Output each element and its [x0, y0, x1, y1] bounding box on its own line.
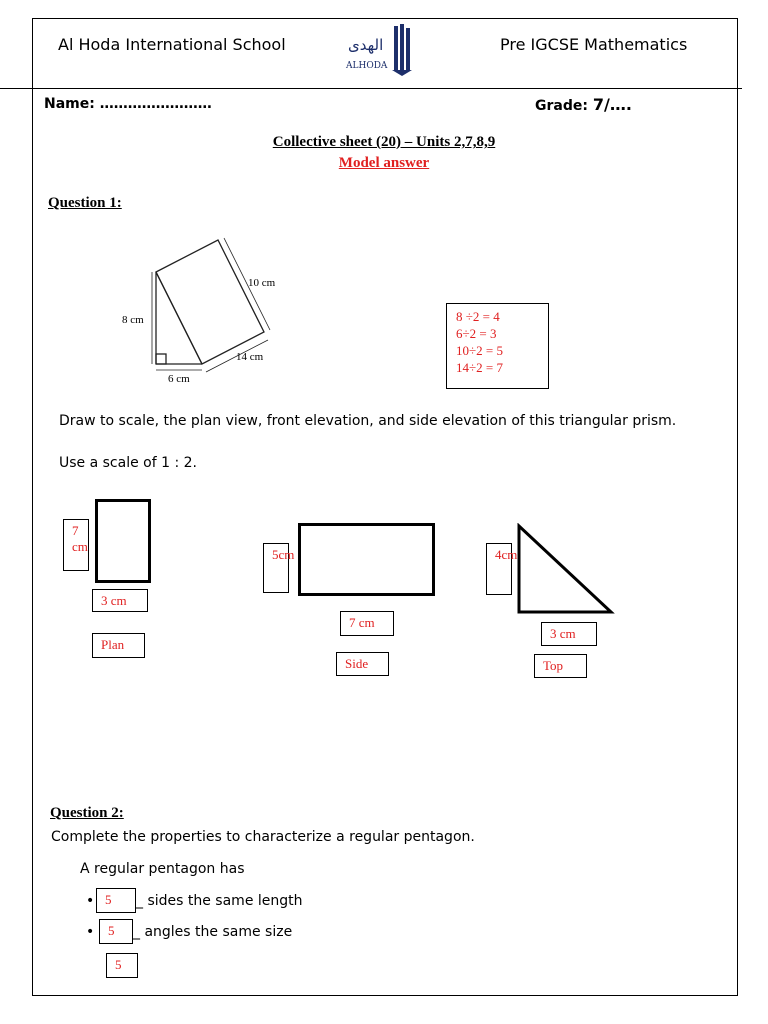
grade-value: 7/…. [592, 95, 632, 114]
plan-height-label: 7 cm [63, 519, 89, 571]
question2-intro: A regular pentagon has [80, 861, 245, 877]
sheet-title: Collective sheet (20) – Units 2,7,8,9 [272, 134, 496, 150]
header-divider [0, 88, 742, 89]
sheet-subtitle: Model answer [338, 155, 430, 171]
calc-line: 10÷2 = 5 [456, 343, 503, 358]
school-logo [342, 22, 416, 76]
top-view-label: Top [534, 654, 587, 678]
angles-text: _ angles the same size [133, 924, 293, 940]
calc-line: 6÷2 = 3 [456, 326, 497, 341]
name-field-label: Name: …………………… [44, 96, 212, 112]
grade-label: Grade: [535, 98, 593, 114]
question2-instruction: Complete the properties to characterize a regular pentagon. [51, 829, 475, 845]
bullet-marker: • [86, 924, 95, 940]
plan-view-label: Plan [92, 633, 145, 658]
side-width-label: 7 cm [340, 611, 394, 636]
logo-latin-text: ALHODA [346, 61, 388, 71]
prism-base-label: 6 cm [168, 373, 190, 385]
top-height-label: 4cm [486, 543, 512, 595]
top-width-label: 3 cm [541, 622, 597, 646]
side-height-label: 5cm [263, 543, 289, 593]
bullet-marker: • [86, 893, 95, 909]
question1-scale: Use a scale of 1 : 2. [59, 455, 197, 471]
logo-arabic-text: الهدى [348, 36, 384, 54]
calc-line: 8 ÷2 = 4 [456, 309, 500, 324]
plan-width-label: 3 cm [92, 589, 148, 612]
prism-slant-label: 10 cm [248, 277, 276, 289]
plan-view-rectangle [95, 499, 151, 583]
question2-heading: Question 2: [50, 805, 124, 821]
calc-line: 14÷2 = 7 [456, 360, 503, 375]
extra-answer-box: 5 [106, 953, 138, 978]
prism-diagram [118, 236, 318, 386]
sides-text: _ sides the same length [136, 893, 303, 909]
prism-height-label: 8 cm [122, 314, 144, 326]
prism-length-label: 14 cm [236, 351, 264, 363]
sides-answer-box: 5 [96, 888, 136, 913]
side-view-label: Side [336, 652, 389, 676]
scale-calculation-box [446, 303, 549, 389]
question1-instruction: Draw to scale, the plan view, front elevation, and side elevation of this triangular prism. [59, 413, 677, 429]
side-view-rectangle [298, 523, 435, 596]
course-name: Pre IGCSE Mathematics [500, 35, 688, 54]
question1-heading: Question 1: [48, 195, 122, 211]
prism-slant-face [156, 240, 264, 364]
angles-answer-box: 5 [99, 919, 133, 944]
school-name: Al Hoda International School [58, 35, 286, 54]
top-view-triangle [516, 523, 616, 615]
grade-field [535, 95, 632, 114]
